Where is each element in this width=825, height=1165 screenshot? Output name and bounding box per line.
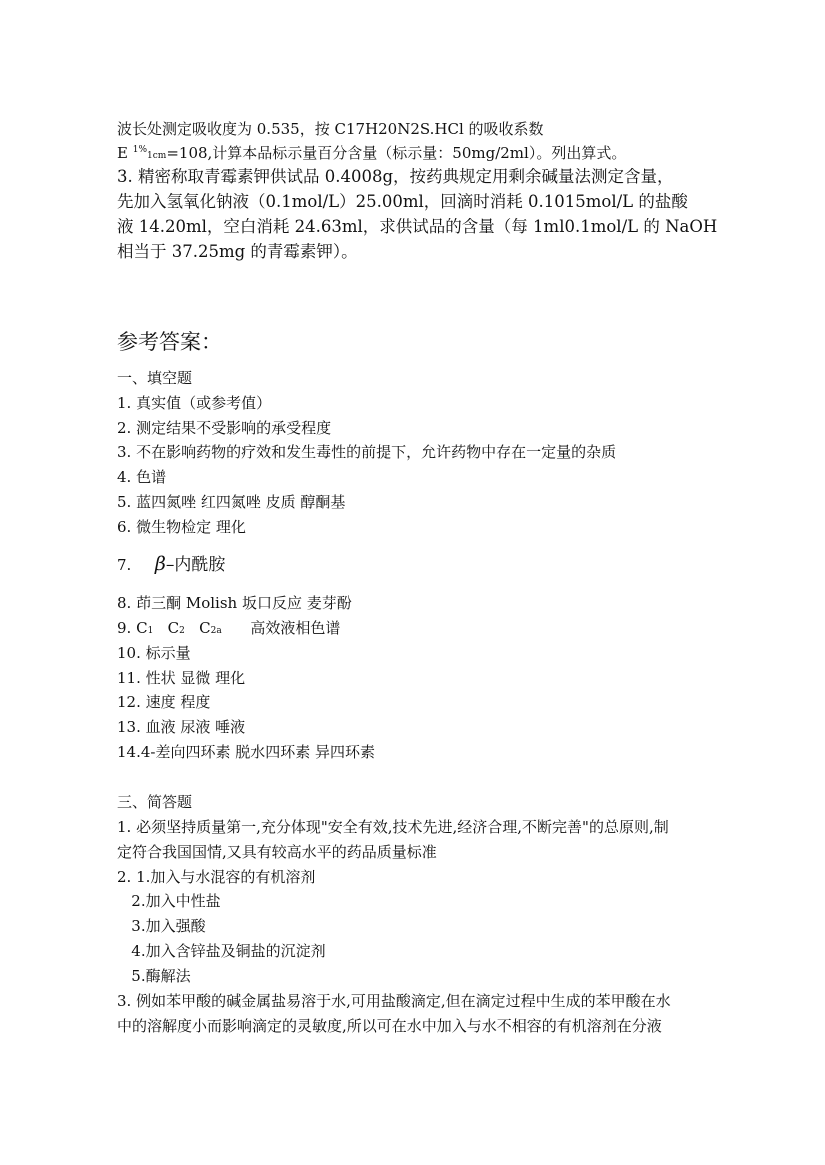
- section-1-title: 一、填空题: [117, 369, 193, 387]
- item-9-sub-3: 2a: [210, 626, 222, 636]
- short-answer-line-4: 2.加入中性盐: [117, 892, 221, 910]
- fill-in-item-7: [117, 555, 225, 574]
- beta-symbol: β: [154, 553, 166, 575]
- fill-in-item-12: 12. 速度 程度: [117, 693, 211, 711]
- item-9-c2: C: [167, 619, 180, 637]
- fill-in-item-8: 8. 茚三酮 Molish 坂口反应 麦芽酚: [117, 594, 352, 612]
- fill-in-item-14: 14.4-差向四环素 脱水四环素 异四环素: [117, 743, 376, 761]
- question-3-line-2: 先加入氢氧化钠液（0.1mol/L）25.00ml，回滴时消耗 0.1015mol/L 的盐酸: [117, 192, 688, 211]
- fill-in-item-10: 10. 标示量: [117, 644, 191, 662]
- question-3-line-3: 液 14.20ml，空白消耗 24.63ml，求供试品的含量（每 1ml0.1mol/L 的 NaOH: [117, 217, 718, 236]
- fill-in-item-11: 11. 性状 显微 理化: [117, 669, 246, 687]
- fill-in-item-6: 6. 微生物检定 理化: [117, 518, 246, 536]
- absorbance-symbol: E: [117, 144, 128, 162]
- short-answer-line-5: 3.加入强酸: [117, 917, 206, 935]
- item-7-text: –内酰胺: [165, 555, 226, 575]
- fill-in-item-5: 5. 蓝四氮唑 红四氮唑 皮质 醇酮基: [117, 493, 346, 511]
- answers-heading: 参考答案：: [117, 330, 222, 354]
- question-line-1: 波长处测定吸收度为 0.535，按 C17H20N2S.HCl 的吸收系数: [117, 120, 544, 138]
- question-line-2-text: =108,计算本品标示量百分含量（标示量：50mg/2ml）。列出算式。: [166, 144, 627, 162]
- item-9-sub-1: 1: [147, 626, 154, 636]
- short-answer-line-8: 3. 例如苯甲酸的碱金属盐易溶于水,可用盐酸滴定,但在滴定过程中生成的苯甲酸在水: [117, 992, 671, 1010]
- absorbance-superscript: 1%: [132, 145, 148, 155]
- question-3-line-1: 3. 精密称取青霉素钾供试品 0.4008g，按药典规定用剩余碱量法测定含量，: [117, 167, 674, 186]
- item-7-number: 7.: [117, 556, 132, 574]
- item-9-c1: 9. C: [117, 619, 148, 637]
- short-answer-line-3: 2. 1.加入与水混容的有机溶剂: [117, 868, 316, 886]
- item-9-text: 高效液相色谱: [250, 619, 341, 637]
- fill-in-item-9: [117, 621, 340, 636]
- fill-in-item-2: 2. 测定结果不受影响的承受程度: [117, 419, 332, 437]
- short-answer-line-7: 5.酶解法: [117, 967, 191, 985]
- item-9-c2a: C: [199, 619, 211, 637]
- item-9-sub-2: 2: [179, 626, 185, 636]
- short-answer-line-9: 中的溶解度小而影响滴定的灵敏度,所以可在水中加入与水不相容的有机溶剂在分液: [117, 1017, 662, 1035]
- fill-in-item-3: 3. 不在影响药物的疗效和发生毒性的前提下，允许药物中存在一定量的杂质: [117, 443, 617, 461]
- short-answer-line-6: 4.加入含锌盐及铜盐的沉淀剂: [117, 942, 326, 960]
- short-answer-line-2: 定符合我国国情,又具有较高水平的药品质量标准: [117, 843, 437, 861]
- short-answer-line-1: 1. 必须坚持质量第一,充分体现"安全有效,技术先进,经济合理,不断完善"的总原则,制: [117, 818, 669, 836]
- fill-in-item-13: 13. 血液 尿液 唾液: [117, 718, 246, 736]
- fill-in-item-1: 1. 真实值（或参考值）: [117, 394, 272, 412]
- fill-in-item-4: 4. 色谱: [117, 468, 167, 486]
- section-3-title: 三、简答题: [117, 793, 193, 811]
- question-3-line-4: 相当于 37.25mg 的青霉素钾）。: [117, 242, 358, 261]
- absorbance-subscript: 1cm: [147, 151, 167, 161]
- question-line-2: [117, 146, 626, 161]
